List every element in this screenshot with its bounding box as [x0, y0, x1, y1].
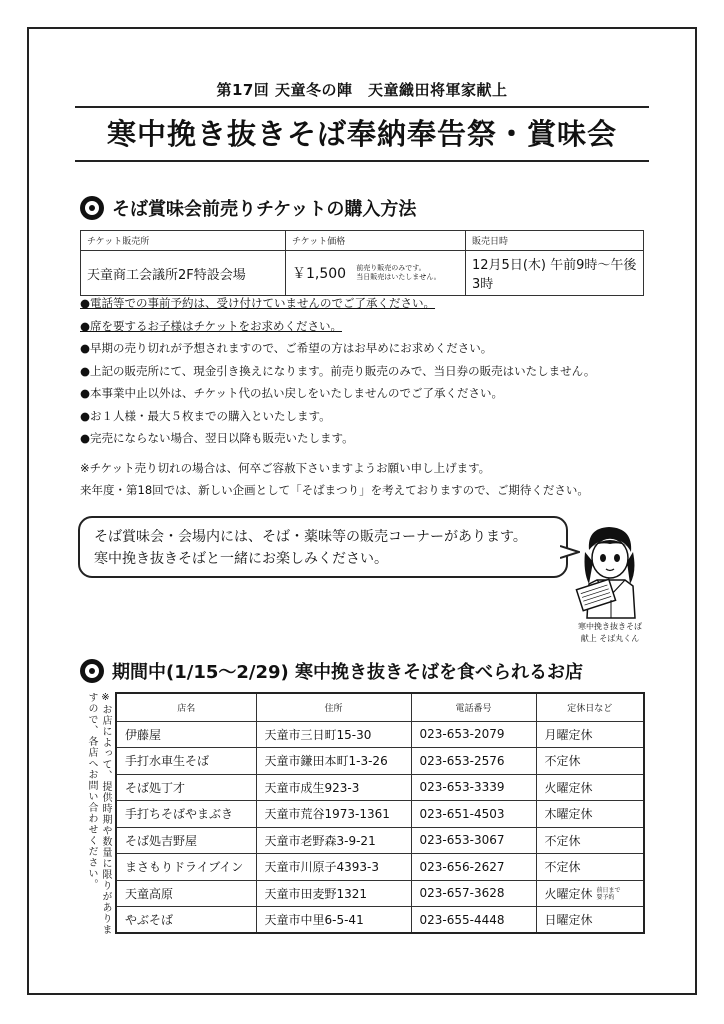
event-subtitle: 第17回 天童冬の陣 天童織田将軍家献上 — [216, 81, 508, 99]
shop-holiday: 不定休 — [544, 860, 581, 875]
shop-name: まさもりドライブイン — [116, 854, 256, 881]
shop-note: 前日まで要予約 — [596, 887, 621, 902]
header-address: 住所 — [256, 693, 411, 721]
shop-holiday-cell — [536, 774, 644, 801]
shop-name: そば処吉野屋 — [116, 827, 256, 854]
rule-item: ●本事業中止以外は、チケット代の払い戻しをいたしませんのでご了承ください。 — [80, 386, 503, 400]
shops-heading-text: 期間中(1/15～2/29) 寒中挽き抜きそばを食べられるお店 — [112, 662, 584, 683]
shop-holiday-cell — [536, 827, 644, 854]
table-row — [116, 801, 644, 828]
rule-item: ●お１人様・最大５枚までの購入といたします。 — [80, 408, 331, 423]
caption-line-2: 献上 そば丸くん — [580, 634, 640, 643]
shop-name: 手打ちそばやまぶき — [116, 801, 256, 828]
bubble-line-2: 寒中挽き抜きそばと一緒にお楽しみください。 — [94, 551, 388, 567]
shop-phone: 023-651-4503 — [411, 801, 536, 828]
shop-holiday: 火曜定休 — [544, 886, 593, 901]
family-crest-icon — [80, 196, 104, 220]
shop-holiday: 日曜定休 — [544, 913, 593, 927]
caption-line-1: 寒中挽き抜きそば — [578, 622, 642, 631]
ticket-heading-text: そば賞味会前売りチケットの購入方法 — [112, 199, 417, 220]
shop-address: 天童市三日町15-30 — [256, 721, 411, 748]
speech-bubble — [78, 516, 568, 578]
shop-holiday-cell — [536, 721, 644, 748]
shop-holiday: 木曜定休 — [544, 807, 593, 822]
shop-holiday: 不定休 — [544, 833, 581, 848]
shop-address: 天童市川原子4393-3 — [256, 854, 411, 881]
header-venue: チケット販売所 — [81, 231, 286, 251]
header-shop-name: 店名 — [116, 693, 256, 721]
rule-item: ●上記の販売所にて、現金引き換えになります。前売り販売のみで、当日券の販売はいたしません。 — [80, 363, 596, 378]
table-row — [116, 748, 644, 775]
note-line: 来年度・第18回では、新しい企画として「そばまつり」を考えておりますので、ご期待ください。 — [80, 483, 589, 497]
shop-holiday-cell — [536, 907, 644, 934]
ticket-table — [80, 230, 644, 296]
ticket-table-row — [81, 251, 644, 296]
price-note-line-2: 当日販売はいたしません。 — [356, 273, 441, 281]
shop-address: 天童市鎌田本町1-3-26 — [256, 748, 411, 775]
table-row — [116, 774, 644, 801]
table-row — [116, 854, 644, 881]
header-datetime: 販売日時 — [466, 231, 644, 251]
shop-phone: 023-653-2079 — [411, 721, 536, 748]
shop-phone: 023-653-2576 — [411, 748, 536, 775]
shop-address: 天童市荒谷1973-1361 — [256, 801, 411, 828]
shop-phone: 023-655-4448 — [411, 907, 536, 934]
note-line: ※チケット売り切れの場合は、何卒ご容赦下さいますようお願い申し上げます。 — [80, 461, 491, 475]
family-crest-icon — [80, 659, 104, 683]
ticket-datetime: 12月5日(木) 午前9時～午後3時 — [466, 251, 644, 296]
rule-item: ●席を要するお子様はチケットをお求めください。 — [80, 318, 342, 333]
table-row — [116, 721, 644, 748]
shop-holiday-cell — [536, 748, 644, 775]
shop-holiday: 月曜定休 — [544, 727, 593, 742]
soba-maru-mascot-icon — [575, 522, 645, 624]
ticket-notes — [80, 457, 650, 501]
shop-phone: 023-653-3067 — [411, 827, 536, 854]
shop-phone: 023-657-3628 — [411, 880, 536, 907]
shop-name: そば処丁才 — [116, 774, 256, 801]
shops-section-heading — [80, 658, 583, 684]
header-phone: 電話番号 — [411, 693, 536, 721]
shop-name: やぶそば — [116, 907, 256, 934]
table-row — [116, 907, 644, 934]
shop-holiday: 火曜定休 — [544, 780, 593, 795]
shop-address: 天童市田麦野1321 — [256, 880, 411, 907]
ticket-rules-list — [80, 292, 650, 450]
bubble-line-1: そば賞味会・会場内には、そば・薬味等の販売コーナーがあります。 — [94, 529, 527, 545]
ticket-price: ￥1,500 — [292, 266, 347, 282]
shop-phone: 023-653-3339 — [411, 774, 536, 801]
ticket-price-note — [356, 264, 440, 282]
header-holiday: 定休日など — [536, 693, 644, 721]
shop-name: 手打水車生そば — [116, 748, 256, 775]
rule-item: ●完売にならない場合、翌日以降も販売いたします。 — [80, 431, 354, 445]
shop-name: 伊藤屋 — [116, 721, 256, 748]
shop-address: 天童市中里6-5-41 — [256, 907, 411, 934]
shop-holiday-cell — [536, 801, 644, 828]
header-price: チケット価格 — [286, 231, 466, 251]
rule-item: ●電話等での事前予約は、受け付けていませんのでご了承ください。 — [80, 296, 436, 310]
price-note-line-1: 前売り販売のみです。 — [356, 264, 426, 272]
mascot-caption — [555, 621, 665, 645]
table-row — [116, 880, 644, 907]
shop-address: 天童市成生923-3 — [256, 774, 411, 801]
shops-table-body — [116, 721, 644, 933]
ticket-venue: 天童商工会議所2F特設会場 — [81, 251, 286, 296]
shop-name: 天童高原 — [116, 880, 256, 907]
shop-holiday-cell — [536, 854, 644, 881]
table-row — [116, 827, 644, 854]
ticket-price-cell — [286, 251, 466, 296]
rule-item: ●早期の売り切れが予想されますので、ご希望の方はお早めにお求めください。 — [80, 341, 493, 355]
shop-address: 天童市老野森3-9-21 — [256, 827, 411, 854]
ticket-section-heading — [80, 195, 416, 221]
shop-holiday-cell — [536, 880, 644, 907]
ticket-table-header — [81, 231, 644, 251]
shop-holiday: 不定休 — [544, 754, 581, 769]
shops-table — [115, 692, 645, 934]
shop-phone: 023-656-2627 — [411, 854, 536, 881]
page-title: 寒中挽き抜きそば奉納奉告祭・賞味会 — [75, 106, 649, 162]
shops-side-note: ※お店によって、提供時期や数量に限りがありますので、各店へお問い合わせください。 — [86, 692, 111, 935]
shops-table-header — [116, 693, 644, 721]
